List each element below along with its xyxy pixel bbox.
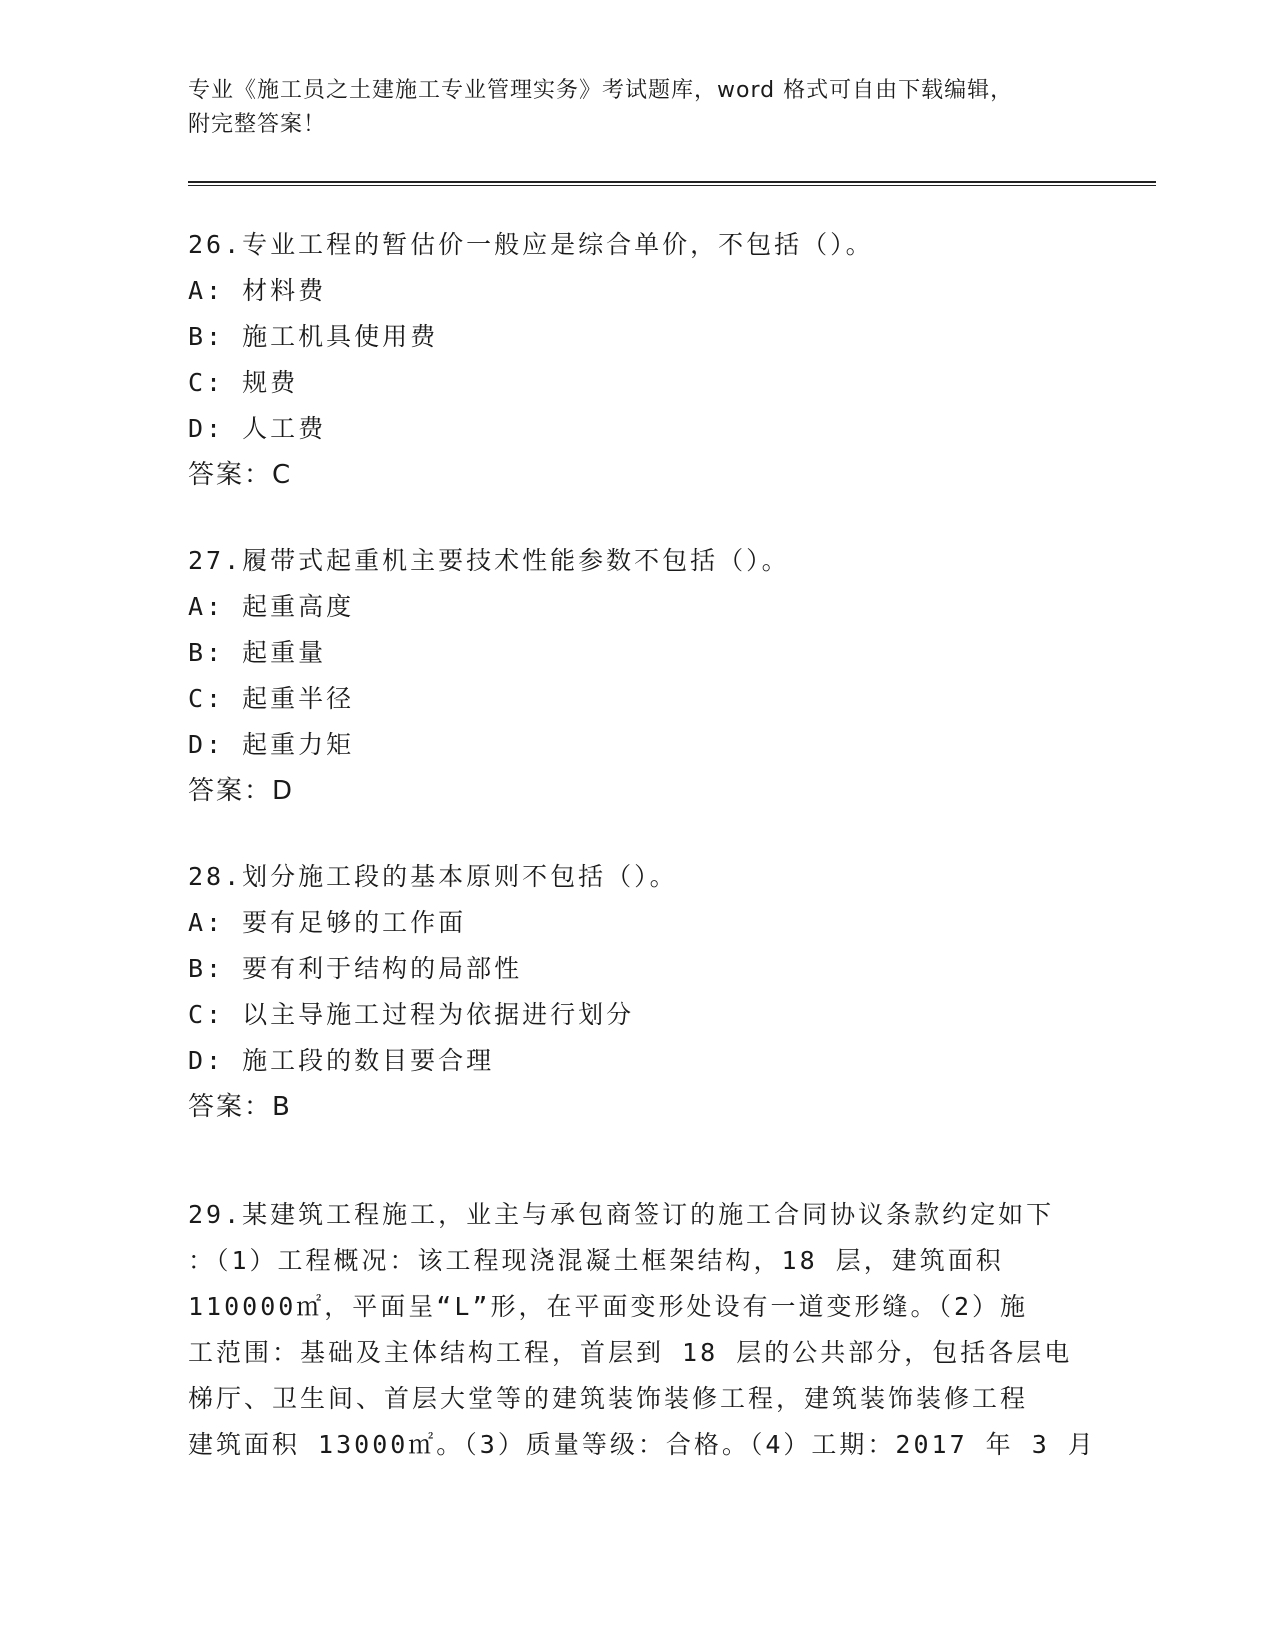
document-header (188, 74, 1088, 142)
option-c: C: 起重半径 (188, 684, 355, 713)
question-stem: 26.专业工程的暂估价一般应是综合单价，不包括（）。 (188, 230, 874, 259)
option-d: D: 人工费 (188, 414, 327, 443)
option-a: A: 材料费 (188, 276, 327, 305)
option-d: D: 施工段的数目要合理 (188, 1046, 495, 1075)
case-line: 29.某建筑工程施工，业主与承包商签订的施工合同协议条款约定如下 (188, 1200, 1055, 1229)
option-c: C: 以主导施工过程为依据进行划分 (188, 1000, 635, 1029)
question-stem: 28.划分施工段的基本原则不包括（）。 (188, 862, 678, 891)
case-line: 工范围：基础及主体结构工程，首层到 18 层的公共部分，包括各层电 (188, 1338, 1073, 1367)
case-line: 梯厅、卫生间、首层大堂等的建筑装饰装修工程，建筑装饰装修工程 (188, 1384, 1029, 1413)
case-line: 建筑面积 13000㎡。（3）质量等级：合格。（4）工期：2017 年 3 月 (188, 1430, 1096, 1459)
case-line: 110000㎡，平面呈“L”形，在平面变形处设有一道变形缝。（2）施 (188, 1292, 1029, 1321)
question-29 (188, 1192, 1096, 1468)
header-line-1: 专业《施工员之土建施工专业管理实务》考试题库，word 格式可自由下载编辑， (188, 78, 1014, 103)
option-b: B: 要有利于结构的局部性 (188, 954, 523, 983)
option-c: C: 规费 (188, 368, 299, 397)
question-28 (188, 854, 1088, 1130)
question-stem: 27.履带式起重机主要技术性能参数不包括（）。 (188, 546, 790, 575)
option-a: A: 起重高度 (188, 592, 355, 621)
question-27 (188, 538, 1088, 814)
option-b: B: 施工机具使用费 (188, 322, 439, 351)
answer: 答案：C (188, 460, 293, 490)
header-divider (188, 181, 1156, 186)
case-line: ：（1）工程概况：该工程现浇混凝土框架结构，18 层，建筑面积 (188, 1246, 1004, 1275)
answer: 答案：B (188, 1092, 292, 1122)
option-b: B: 起重量 (188, 638, 327, 667)
question-26 (188, 222, 1088, 498)
header-line-2: 附完整答案！ (188, 112, 327, 137)
option-a: A: 要有足够的工作面 (188, 908, 467, 937)
option-d: D: 起重力矩 (188, 730, 355, 759)
answer: 答案：D (188, 776, 295, 806)
